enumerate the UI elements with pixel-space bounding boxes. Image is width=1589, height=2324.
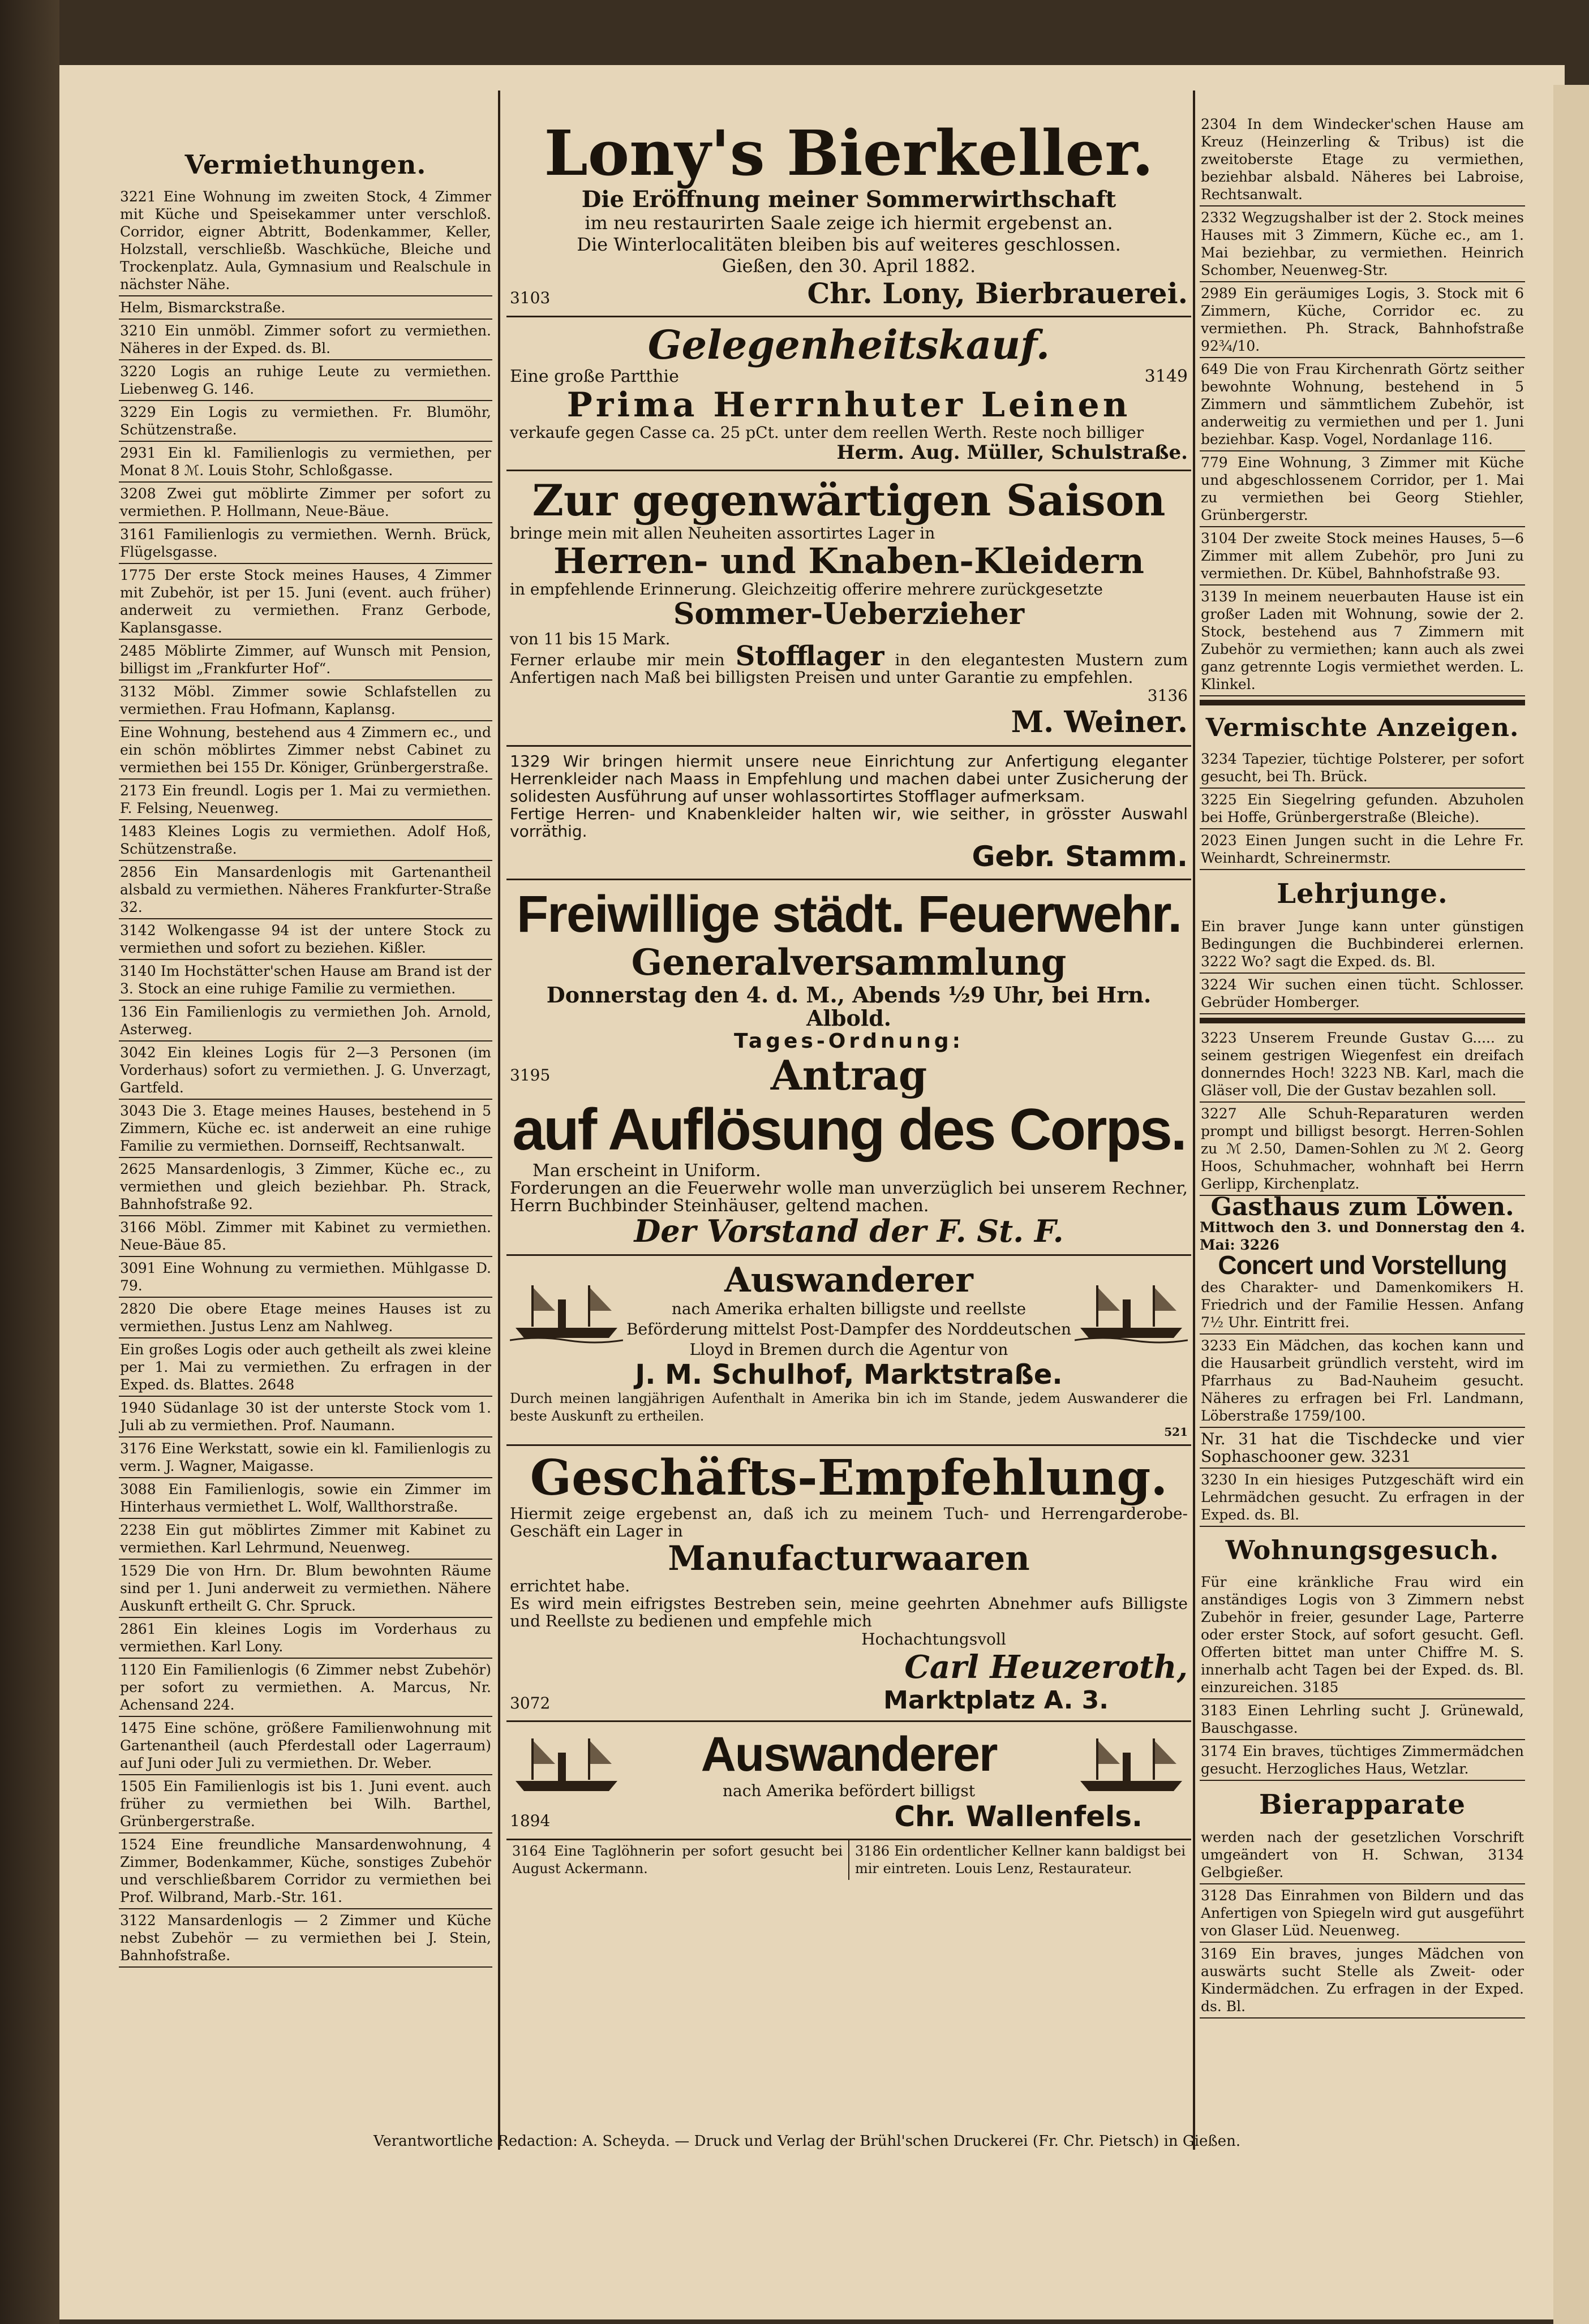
ad-headline: Antrag [770,1051,927,1099]
classified-ad: 3132 Möbl. Zimmer sowie Schlafstellen zu vermiethen. Frau Hofmann, Kaplansg. [119,681,492,721]
classified-ad: 1529 Die von Hrn. Dr. Blum bewohnten Räume sind per 1. Juni anderweit zu vermiethen. Nähere Auskunft ertheilt G. Chr. Spruck. [119,1560,492,1618]
ad-address: Marktplatz A. 3. [883,1686,1109,1715]
classified-ad: 779 Eine Wohnung, 3 Zimmer mit Küche und abgeschlossenem Corridor, per 1. Mai zu vermiethen bei Georg Stiehler, Grünbergerstr. [1200,451,1525,527]
classified-ad: 3091 Eine Wohnung zu vermiethen. Mühlgasse D. 79. [119,1257,492,1298]
ad-signature: Carl Heuzeroth, [904,1649,1188,1686]
ad-text: Forderungen an die Feuerwehr wolle man unverzüglich bei unserem Rechner, Herrn Buchbinder Steinhäuser, geltend machen. [510,1178,1188,1216]
classified-ad: 136 Ein Familienlogis zu vermiethen Joh. Arnold, Asterweg. [119,1001,492,1042]
ad-nr31: Nr. 31 hat die Tischdecke und vier Sophaschooner gew. 3231 [1200,1428,1525,1469]
ad-signature: Der Vorstand der F. St. F. [634,1213,1064,1250]
classified-ad: 3221 Eine Wohnung im zweiten Stock, 4 Zimmer mit Küche und Speisekammer unter verschloß. Corridor, eigner Abtritt, Bodenkammer, Keller, Holzstall, verschließb. Waschküche, Bleiche und Trockenplatz. Aula, Gymnasium und Realschule in nächster Nähe. [119,186,492,296]
ad-date: Gießen, den 30. April 1882. [722,255,976,277]
classified-ad: 3042 Ein kleines Logis für 2—3 Personen (im Vorderhaus) sofort zu vermiethen. J. G. Unverzagt, Gartfeld. [119,1042,492,1100]
column-rule [498,91,500,2150]
ad-headline: Sommer-Ueberzieher [673,596,1025,631]
ad-title: Auswanderer [701,1727,997,1782]
classified-ad: 2856 Ein Mansardenlogis mit Gartenantheil alsbald zu vermiethen. Näheres Frankfurter-Straße 32. [119,861,492,919]
classified-ad: 1940 Südanlage 30 ist der unterste Stock vom 1. Juli ab zu vermiethen. Prof. Naumann. [119,1397,492,1438]
classified-ad: 3166 Möbl. Zimmer mit Kabinet zu vermiethen. Neue-Bäue 85. [119,1216,492,1257]
ad-text: Eine große Partthie [510,367,679,386]
classified-ad: Eine Wohnung, bestehend aus 4 Zimmern ec., und ein schön möblirtes Zimmer nebst Cabinet zu vermiethen bei 155 Dr. Königer, Grünbergerstraße. [119,721,492,780]
ad-auswanderer-schulhof [506,1256,1191,1446]
classified-ad: 2238 Ein gut möblirtes Zimmer mit Kabinet zu vermiethen. Karl Lehrmund, Neuenweg. [119,1519,492,1560]
classified-ad: 3104 Der zweite Stock meines Hauses, 5—6 Zimmer mit allem Zubehör, pro Juni zu vermiethen. Dr. Kübel, Bahnhofstraße 93. [1200,527,1525,586]
ad-gelegenheitskauf [506,317,1191,471]
ad-concert-title: Concert und Vorstellung [1218,1250,1507,1280]
classified-ad: 1505 Ein Familienlogis ist bis 1. Juni event. auch früher zu vermiethen bei Wilh. Barthel, Grünbergerstraße. [119,1775,492,1834]
classified-ad: 3088 Ein Familienlogis, sowie ein Zimmer im Hinterhaus vermiethet L. Wolf, Wallthorstraße. [119,1478,492,1519]
ad-text: Die Winterlocalitäten bleiben bis auf weiteres geschlossen. [577,234,1121,255]
ad-title: Lony's Bierkeller. [544,117,1154,190]
ad-signature: Chr. Wallenfels. [894,1800,1143,1833]
ad-headline: Stofflager [735,640,884,672]
ad-text: errichtet habe. [510,1577,630,1596]
ad-signature: J. M. Schulhof, Marktstraße. [635,1358,1063,1391]
ad-heuzeroth [506,1446,1191,1723]
ad-signature: M. Weiner. [1011,704,1188,739]
ad-text: im neu restaurirten Saale zeige ich hiermit ergebenst an. [585,212,1113,234]
ad-text: Man erscheint in Uniform. [532,1161,761,1181]
classified-ad: 2023 Einen Jungen sucht in die Lehre Fr. Weinhardt, Schreinermstr. [1200,829,1525,870]
ad-text: Fertige Herren- und Knabenkleider halten wir, wie seither, in grösster Auswahl vorräthig. [510,804,1188,841]
ad-loewen-title: Gasthaus zum Löwen. [1210,1193,1514,1221]
ad-lony [506,113,1191,317]
section-heading: Vermischte Anzeigen. [1205,713,1519,742]
ad-number: 3136 [1147,686,1188,705]
classified-ad: 2625 Mansardenlogis, 3 Zimmer, Küche ec., zu vermiethen und gleich beziehbar. Ph. Strack, Bahnhofstraße 92. [119,1158,492,1216]
ad-number: 3149 [1144,367,1188,386]
ad-lehrling: 3183 Einen Lehrling sucht J. Grünewald, Bauschgasse. [1200,1699,1525,1740]
ad-title: Geschäfts-Empfehlung. [530,1449,1168,1507]
ad-schuh: 3227 Alle Schuh-Reparaturen werden prompt und billigst besorgt. Herren-Sohlen zu ℳ 2.50, Damen-Sohlen zu ℳ 2. Georg Hoos, Schuhmacher, wohnhaft bei Herrn Gerlipp, Kirchenplatz. [1200,1103,1525,1196]
steamship-icon [510,1277,623,1345]
ad-title: Freiwillige städt. Feuerwehr. [516,885,1182,943]
ad-headline: Prima Herrnhuter Leinen [566,385,1131,425]
classified-ad: 2485 Möblirte Zimmer, auf Wunsch mit Pension, billigst im „Frankfurter Hof“. [119,640,492,681]
classified-ad: 3234 Tapezier, tüchtige Polsterer, per sofort gesucht, bei Th. Brück. [1200,748,1525,789]
ad-wohnungsgesuch-title: Wohnungsgesuch. [1225,1535,1500,1565]
ad-row-small [506,1840,1191,1880]
ad-schlosser: 3224 Wir suchen einen tücht. Schlosser. Gebrüder Homberger. [1200,974,1525,1014]
ad-list [1200,748,1525,870]
ad-text: von 11 bis 15 Mark. [510,629,671,648]
ad-headline: Manufacturwaaren [668,1539,1030,1579]
column-vermiethungen [119,141,492,1968]
ad-maedchen: 3233 Ein Mädchen, das kochen kann und die Hausarbeit gründlich versteht, wird im Pfarrhaus zu Bad-Nauheim gesucht. Näheres zu erfragen bei Frl. Landmann, Löberstraße 1759/100. [1200,1335,1525,1428]
ad-bierapparate: werden nach der gesetzlichen Vorschrift umgeändert von H. Schwan, 3134 Gelbgießer. [1200,1826,1525,1884]
ad-bilder: 3128 Das Einrahmen von Bildern und das Anfertigen von Spiegeln wird gut ausgeführt von Glaser Lüd. Neuenweg. [1200,1884,1525,1943]
ad-text: bringe mein mit allen Neuheiten assortirtes Lager in [510,523,935,543]
imprint-footer: Verantwortliche Redaction: A. Scheyda. — Druck und Verlag der Brühl'schen Druckerei (Fr. Chr. Pietsch) in Gießen. [373,2133,1241,2150]
ad-number: 3072 [510,1694,551,1713]
ad-text: Tages-Ordnung: [734,1030,964,1053]
classified-ad: 3220 Logis an ruhige Leute zu vermiethen. Liebenweg G. 146. [119,360,492,401]
ad-list [1200,113,1525,696]
classified-ad: 1775 Der erste Stock meines Hauses, 4 Zimmer mit Zubehör, ist per 15. Juni (event. auch früher) anderweit zu vermiethen. Franz Gerbode, Kaplansgasse. [119,564,492,640]
ad-signature: Herm. Aug. Müller, Schulstraße. [836,441,1188,464]
next-page-edge [1553,85,1589,2324]
classified-ad: 1120 Ein Familienlogis (6 Zimmer nebst Zubehör) per sofort zu vermiethen. A. Marcus, Nr. Achensand 224. [119,1659,492,1717]
ad-number: 1894 [510,1811,551,1830]
ad-date: Donnerstag den 4. d. M., Abends ½9 Uhr, bei Hrn. Albold. [546,982,1152,1031]
column-rule [1193,91,1195,2150]
ad-lehrjunge-title: Lehrjunge. [1277,878,1448,910]
ad-number: 3195 [510,1065,551,1084]
ad-wallenfels [506,1722,1191,1840]
ad-weiner [506,471,1191,747]
classified-ad: 3140 Im Hochstätter'schen Hause am Brand ist der 3. Stock an eine ruhige Familie zu vermiethen. [119,960,492,1001]
column-right [1200,113,1525,2019]
ad-title: Gelegenheitskauf. [647,321,1050,368]
ad-list [119,186,492,1968]
classified-ad: 3139 In meinem neuerbauten Hause ist ein großer Laden mit Wohnung, sowie der 2. Stock, bestehend aus 7 Zimmern mit Zubehör zu vermiethen; kann auch als zwei ganz getrennte Logis vermiethet werden. L. Klinkel. [1200,586,1525,696]
ad-zimmermaedchen: 3174 Ein braves, tüchtiges Zimmermädchen gesucht. Herzogliches Haus, Wetzlar. [1200,1740,1525,1781]
ad-loewen-date: Mittwoch den 3. und Donnerstag den 4. Mai: 3226 [1200,1219,1525,1253]
classified-ad: 2173 Ein freundl. Logis per 1. Mai zu vermiethen. F. Felsing, Neuenweg. [119,780,492,820]
ad-signature: Chr. Lony, Bierbrauerei. [807,277,1188,310]
ad-text: nach Amerika befördert billigst [722,1781,975,1800]
classified-ad: 3229 Ein Logis zu vermiethen. Fr. Blumöhr, Schützenstraße. [119,401,492,442]
classified-ad: 2304 In dem Windecker'schen Hause am Kreuz (Heinzerling & Tribus) ist die zweitoberste Etage zu vermiethen, beziehbar alsbald. Näheres bei Labroise, Rechtsanwalt. [1200,113,1525,206]
ad-maedchen2: 3169 Ein braves, junges Mädchen von auswärts sucht Stelle als Zweit- oder Kindermädchen. Zu erfragen in der Exped. ds. Bl. [1200,1943,1525,2019]
classified-ad: 2989 Ein geräumiges Logis, 3. Stock mit 6 Zimmern, Küche, Corridor ec. zu vermiethen. Ph. Strack, Bahnhofstraße 92¾/10. [1200,282,1525,358]
divider [1200,700,1525,705]
ad-gustav: 3223 Unserem Freunde Gustav G..... zu seinem gestrigen Wiegenfest ein dreifach donnerndes Hoch! 3223 NB. Karl, mach die Gläser voll, Die der Gustav bezahlen soll. [1200,1027,1525,1103]
classified-ad: 3225 Ein Siegelring gefunden. Abzuholen bei Hoffe, Grünbergerstraße (Bleiche). [1200,789,1525,829]
classified-ad: 2861 Ein kleines Logis im Vorderhaus zu vermiethen. Karl Lony. [119,1618,492,1659]
ad-text: in den elegantesten Mustern zum Anfertigen nach Maß bei billigsten Preisen und unter Garantie zu empfehlen. [510,650,1188,687]
classified-ad: 649 Die von Frau Kirchenrath Görtz seither bewohnte Wohnung, bestehend in 5 Zimmern und sämmtlichem Zubehör, ist anderweitig zu vermiethen und per 1. Juni beziehbar. Kasp. Vogel, Nordanlage 116. [1200,358,1525,451]
ad-ackermann: 3164 Eine Taglöhnerin per sofort gesucht bei August Ackermann. [506,1840,849,1880]
ad-putz: 3230 In ein hiesiges Putzgeschäft wird ein Lehrmädchen gesucht. Zu erfragen in der Exped. ds. Bl. [1200,1469,1525,1527]
ad-number: 3103 [510,289,551,307]
ad-headline: Herren- und Knaben-Kleidern [553,540,1144,582]
ad-text: in empfehlende Erinnerung. Gleichzeitig offerire mehrere zurückgesetzte [510,579,1103,599]
ad-stamm [506,747,1191,880]
ad-title: Auswanderer [724,1260,973,1300]
ad-text: Die Eröffnung meiner Sommerwirthschaft [581,186,1116,213]
ad-wohnungsgesuch: Für eine kränkliche Frau wird ein anständiges Logis von 3 Zimmern nebst Zubehör in freier, gesunder Lage, Parterre oder erster Stock, auf sofort gesucht. Gefl. Offerten bittet man unter Chiffre M. S. innerhalb acht Tagen bei der Exped. ds. Bl. einzureichen. 3185 [1200,1571,1525,1699]
classified-ad: 2332 Wegzugshalber ist der 2. Stock meines Hauses mit 3 Zimmern, Küche ec., am 1. Mai beziehbar, zu vermiethen. Heinrich Schomber, Neuenweg-Str. [1200,206,1525,282]
ad-title: Zur gegenwärtigen Saison [532,475,1166,526]
classified-ad: 3210 Ein unmöbl. Zimmer sofort zu vermiethen. Näheres in der Exped. ds. Bl. [119,320,492,360]
ad-text: Ferner erlaube mir mein [510,650,725,669]
ad-lenz: 3186 Ein ordentlicher Kellner kann baldigst bei mir eintreten. Louis Lenz, Restaurateur. [855,1843,1186,1877]
ad-text: nach Amerika erhalten billigste und reellste Beförderung mittelst Post-Dampfer des Norddeutschen Lloyd in Bremen durch die Agentur von [626,1299,1071,1359]
ad-text: Hiermit zeige ergebenst an, daß ich zu meinem Tuch- und Herrengarderobe-Geschäft ein Lager in [510,1504,1188,1541]
classified-ad: 3142 Wolkengasse 94 ist der untere Stock zu vermiethen und sofort zu beziehen. Kißler. [119,919,492,960]
ad-lehrjunge: Ein braver Junge kann unter günstigen Bedingungen die Buchbinderei erlernen. 3222 Wo? sagt die Exped. ds. Bl. [1200,915,1525,974]
classified-ad: 1524 Eine freundliche Mansardenwohnung, 4 Zimmer, Bodenkammer, Küche, sonstiges Zubehör und verschließbarem Corridor zu vermiethen bei Prof. Wilbrand, Marb.-Str. 161. [119,1834,492,1909]
steamship-icon [510,1730,623,1798]
ad-text: 1329 Wir bringen hiermit unsere neue Einrichtung zur Anfertigung eleganter Herrenkleider nach Maass in Empfehlung und machen dabei unter Zusicherung der solidesten Ausführung auf unser wohlassortirtes Stofflager aufmerksam. [510,751,1188,806]
classified-ad: 2820 Die obere Etage meines Hauses ist zu vermiethen. Justus Lenz am Nahlweg. [119,1298,492,1339]
classified-ad: 3176 Eine Werkstatt, sowie ein kl. Familienlogis zu verm. J. Wagner, Maigasse. [119,1438,492,1478]
ad-headline: auf Auflösung des Corps. [512,1096,1186,1163]
divider [1200,1018,1525,1023]
ad-bierapparate-title: Bierapparate [1259,1789,1466,1821]
steamship-icon [1075,1277,1188,1345]
ad-text: Durch meinen langjährigen Aufenthalt in Amerika bin ich im Stande, jedem Auswanderer die beste Auskunft zu ertheilen. [510,1390,1188,1424]
ad-text: Hochachtungsvoll [861,1630,1006,1649]
classified-ad: Ein großes Logis oder auch getheilt als zwei kleine per 1. Mai zu vermiethen. Zu erfragen in der Exped. ds. Blattes. 2648 [119,1339,492,1397]
ad-signature: Gebr. Stamm. [972,840,1188,873]
classified-ad: 3161 Familienlogis zu vermiethen. Wernh. Brück, Flügelsgasse. [119,523,492,564]
classified-ad: 2931 Ein kl. Familienlogis zu vermiethen, per Monat 8 ℳ. Louis Stohr, Schloßgasse. [119,442,492,483]
classified-ad: 3122 Mansardenlogis — 2 Zimmer und Küche nebst Zubehör — zu vermiethen bei J. Stein, Bahnhofstraße. [119,1909,492,1968]
classified-ad: 3208 Zwei gut möblirte Zimmer per sofort zu vermiethen. P. Hollmann, Neue-Bäue. [119,483,492,523]
classified-ad: 1475 Eine schöne, größere Familienwohnung mit Gartenantheil (auch Pferdestall oder Lagerraum) auf Juni oder Juli zu vermiethen. Dr. Weber. [119,1717,492,1775]
classified-ad: Helm, Bismarckstraße. [119,296,492,320]
column-display-ads [506,113,1191,1880]
steamship-icon [1075,1730,1188,1798]
page-gutter [0,0,59,2324]
ad-subtitle: Generalversammlung [631,941,1067,984]
ad-concert: des Charakter- und Damenkomikers H. Friedrich und der Familie Hessen. Anfang 7½ Uhr. Eintritt frei. [1200,1276,1525,1335]
classified-ad: 3043 Die 3. Etage meines Hauses, bestehend in 5 Zimmern, Küche ec. ist anderweit an eine ruhige Familie zu vermiethen. Dornseiff, Rechtsanwalt. [119,1100,492,1158]
classified-ad: 1483 Kleines Logis zu vermiethen. Adolf Hoß, Schützenstraße. [119,820,492,861]
ad-feuerwehr [506,880,1191,1256]
ad-text: verkaufe gegen Casse ca. 25 pCt. unter dem reellen Werth. Reste noch billiger [510,423,1144,442]
ad-number: 521 [1164,1424,1188,1439]
section-heading: Vermiethungen. [184,149,427,180]
ad-text: Es wird mein eifrigstes Bestreben sein, meine geehrten Abnehmer aufs Billigste und Reellste zu bedienen und empfehle mich [510,1594,1188,1631]
